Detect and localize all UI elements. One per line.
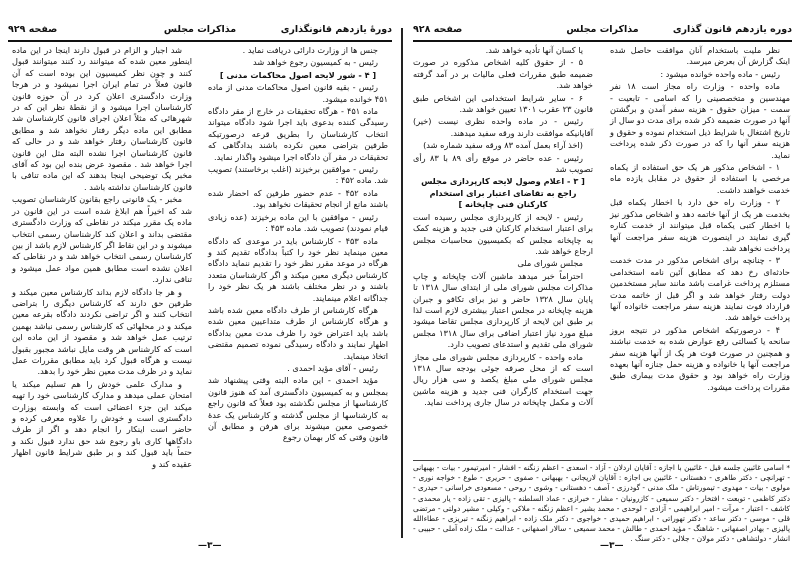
paragraph: مجلس شورای ملی [517,258,583,269]
paragraph: ۵ - از حقوق کلیه اشخاص مذکوره در صورت ضمیمه طبق مقررات فعلی مالیات بر در آمد گرفته خواهد شد. [413,57,593,91]
paragraph: ماده ۴۵۳ - کارشناس باید در موعدی که دادگاه معین مینماید نظر خود را کتباً بدادگاه تقدیم کند و هرگاه در موعد مقرر نظر خود را تقدیم ننماید دادگاه کارشناس دیگری معین میکند و اگر کارشناسان متعدد باشند و در نظر مختلف باشند هر یک نظر خود را جداگانه اعلام مینمایند. [208,235,388,303]
paragraph: شد اجبار و الزام در قبول دارند اینجا در این ماده اینطور معین شده که میتوانند رد کنند میتوانند قبول کنند و چون نظر کمیسیون این بوده است که آن قانون فعلاً در تمام ایران اجرا نمیشود و در هرجا وزارت دادگستری اعلان کرد در آن حوزه قانون کارشناسان اجرا میشود و از نقطهٔ نظر این که در شهرهائی که مثلاً اعلان اجرای قانون کارشناسان شد مطابق این ماده دیگر رفتار نخواهد شد و مطابق قانون کارشناسان رفتار خواهد شد و در حالی که قانون کارشناسان اجرا نشده البته مثل این قانون اجرا خواهد شد . مقصود عرض بنده این بود که آقای مخبر یک توضیحی اینجا بدهند که این ماده تنافی با قانون کارشناسان نداشته باشد . [12,45,192,192]
page-header [8,22,392,38]
paragraph: ماده ۴۵۲ - عدم حضور طرفین که احضار شده باشند مانع از انجام تحقیقات نخواهد بود. [208,187,388,210]
paragraph: رئیس - موافقین با این ماده برخیزند (عده زیادی قیام نمودند) تصویب شد. ماده ۴۵۳ : [208,211,388,234]
paragraph: ماده واحده - کارپردازی مجلس شورای ملی مجاز است که از محل صرفه جوئی بودجه سال ۱۳۱۸ مجلس شورای ملی مبلغ یکصد و سی هزار ریال جهت استخدام کارگران فنی جدید و هزینه ماشین آلات و مکمل چاپخانه در سال جاری پرداخت نماید. [413,351,593,408]
page-number-header: صفحه ۹۲۸ [413,24,463,35]
publication-title: مذاکرات مجلس [566,24,639,35]
page-header [413,22,792,38]
paragraph: رئیس - عده حاضر در موقع رأی ۸۹ با ۸۳ رأی تصویب شد [413,152,593,175]
section-heading: [ ۳ - اعلام وصول لایحه کارپردازی مجلس راجع به تقاضای اعتبار برای استخدام کارکنان فنی چاپخانه ] [421,176,585,210]
paragraph: ماده واحده - وزارت راه مجاز است ۱۸ نفر مهندسین و متخصصینی را که اسامی - تابعیت - سمت - میزان حقوق - هزینه سفر آمدن و برگشتن آنها در صورت ضمیمه ذکر شده برای مدت دو سال از تاریخ اشتغال با شرایط ذیل استخدام نموده و حقوق و هزینه سفر آنها را که در صورت ذکر شده پرداخت نماید. [610,81,790,160]
text-column-right [208,45,388,533]
paragraph: ۶ - سایر شرایط استخدامی این اشخاص طبق قانون ۲۳ عقرب ۱۳۰۱ تعیین خواهد شد. [413,92,593,115]
paragraph: رئیس - لایحه از کارپردازی مجلس رسیده است برای اعتبار استخدام کارکنان فنی جدید و هزینه کمک به چاپخانه مجلس که بکمیسیون محاسبات مجلس ارجاع خواهد شد. [413,211,593,256]
session-label: دورهٔ یازدهم قانونگذاری [280,24,392,35]
paragraph: (اخذ آراء بعمل آمده ۸۳ ورقه سفید شماره شد) [423,140,583,151]
paragraph: ماده ۴۵۱ - هرگاه تحقیقات در خارج از مقر دادگاه رسیدگی کننده بدعوی باید اجرا شود دادگاه میتواند انتخاب کارشناسان را بطریق قرعه درصورتیکه طرفین بتراضی معین نکرده باشند بدادگاهی که تحقیقات در مقر آن دادگاه اجرا میشود واگذار نماید. [208,106,388,162]
section-heading: [ ۴ - شور لایحه اصول محاکمات مدنی ] [219,69,377,80]
paragraph: ۴ - درصورتیکه اشخاص مذکور در نتیجه بروز سانحه یا کسالتی رفع عوارض شده به خدمت نباشند و همچنین در صورت فوت هر یک از آنها هزینه سفر مراجعت آنها یا خانواده و هزینه حمل جنازه آنها بعهده وزارت راه خواهد بود و حقوق مدت بیماری طبق مقررات پرداخت میشود. [610,324,790,392]
header-rule [8,40,392,42]
page-divider [401,28,403,538]
paragraph: جنس ها از وزارت دارائی دریافت نماید . [242,45,378,55]
session-label: دوره یازدهم قانون گذاری [672,24,792,35]
paragraph: هرگاه کارشناس از طرف دادگاه معین شده باشد و هرگاه کارشناس از طرف متداعیین معین شده باشد باید اعتراض خود را ظرف مدت معین بدادگاه اظهار نمایند و دادگاه رسیدگی نموده تصمیم مقتضی اتخاذ مینماید. [208,304,388,361]
paragraph: نظر ملیت باستخدام آنان موافقت حاصل شده اینک گزارش آن بعرض میرسد. [610,45,790,67]
paragraph: ۳ - چنانچه برای اشخاص مذکور در مدت خدمت حادثه‌ای رخ دهد که مطابق آئین نامه استخدامی مستلزم پرداخت غرامت باشد مانند سایر مستخدمین دولت رفتار خواهد شد و اگر قبل از خاتمه مدت قرارداد فوت نمایند هزینه سفر مراجعت خانواده آنها پرداخت خواهد شد. [610,255,790,323]
text-column-left [413,45,593,453]
paragraph: و هر جا دادگاه لازم بداند کارشناس معین میکند و طرفین حق دارند که کارشناس دیگری را بتراضی انتخاب کنند و اگر تراضی نکردند دادگاه بقرعه معین میکند و در محلهائی که کارشناس رسمی نباشد بهمین ترتیب عمل خواهد شد و مقصود از این ماده این است که کارشناس هر وقت مایل نباشد مجبور بقبول نیست و هرگاه قبول کرد باید مطابق مقررات عمل نماید و در ظرف مدت معین نظر خود را بدهد. [12,286,192,377]
paragraph: رئیس - ماده واحده خوانده میشود : [660,68,780,79]
paragraph: رئیس - به کمیسیون رجوع خواهد شد [253,57,378,68]
text-column-left [12,45,192,533]
paragraph: یا کسان آنها تأدیه خواهد شد. [485,45,583,55]
paragraph: رئیس - موافقین برخیزند (اغلب برخاستند) تصویب شد. ماده ۴۵۲ : [208,164,388,186]
paragraph: ۲ - وزارت راه حق دارد با اخطار یکماه قبل بخدمت هر یک از آنها خاتمه دهد و اشخاص مذکور نیز با اخطار کتبی یکماه قبل میتوانند از خدمت کناره گیری نمایند در اینصورت هزینه سفر مراجعت آنها پرداخت نخواهد شد. [610,197,790,253]
paragraph: احتراماً خبر میدهد ماشین آلات چاپخانه و چاپ مذاکرات مجلس شورای ملی از ابتدای سال ۱۳۱۸ تا پایان سال ۱۳۲۸ حاضر و نیز برای تکافو و جبران هزینه چاپخانه در مجلس اعتبار بیشتری لازم است لذا بر طبق این لایحه از کارپردازی مجلس تقاضا میشود مبلغ مورد نیاز اعتبار اضافی برای سال ۱۳۱۸ مجلس شورای ملی تقدیم و استدعای تصویب دارد. [413,270,593,350]
paragraph: مخبر - یک قانونی راجع بقانون کارشناسان تصویب شد که اخیراً هم ابلاغ شده است در این قانون در ماده یک مقرر میکند در نقاطی که وزارت دادگستری مقتضی بداند و اعلان کند کارشناسان رسمی انتخاب میشوند و در این نقاط اگر کارشناس لازم باشد از بین کارشناسان رسمی انتخاب خواهد شد و در نقاطی که اعلان نشده است مطابق همین مواد عمل میشود و تنافی ندارد. [12,194,192,285]
paragraph: رئیس - آقای مؤید احمدی . [287,362,378,373]
header-rule [413,40,792,42]
paragraph: رئیس - بقیه قانون اصول محاکمات مدنی از ماده ۴۵۱ خوانده میشود. [208,82,388,104]
footnote-absentees: * اسامی غائبین جلسه قبل - غائبین با اجازه : آقایان اردلان - آزاد - اسعدی - اعظم زنگنه - افشار - امیرتیمور - بیات - بهبهانی - تهرانچی - دکتر طاهری - دهستانی - غائبین بی اجازه : آقایان لاریجانی - بهبهانی - صفوی - حریری - طوع - خواجه نوری - مولوی - بیات - مهدوی - تیمورتاش - ملک مدنی - گودرزی - آصف - دهستانی - وشوی - روحی - مسعودی خراسانی - حیدری - دکتر کاظمی - توبعت - افتخار - دکتر سمیعی - کازرونیان - مشار - خبرازی - عماد السلطنه - پالیزی - تقی زاده - یار محمدی - کاشف - اعتبار - مرآت - امیر ابراهیمی - آزادی - لوحدی - محمد بشیر - اعظم زنگنه - ملاکی - وکیلی - مشیر دولتی - مرتضی قلی - موسی - دکتر ساعد - دکتر تهوراتی - ابراهیم حمیدی - خواجوی - دکتر ملک زاده - ابراهیم زنگنه - تبریزی - عطاءالله پالیزی - بهادر اصفهانی - شاهنگ - مؤید احمدی - طالش - محمد سمیعی - سالار اصفهانی - عدالت - ملک زاده آملی - حبیبی - انشار - دولتشاهی - دکتر مولان - جلالی - دکتر سنگ . [413,460,790,533]
right-page [405,0,800,574]
paragraph: مؤید احمدی - این ماده البته وقتی پیشنهاد شد بمجلس و به کمیسیون دادگستری آمد که هنوز قانون کارشناسها از مجلس نگذشته بود فعلاً که قانون راجع به کارشناسها از مجلس گذشته و کارشناس یک عدهٔ خصوصی معین میشوند برای هرفن و مطابق آن قانون وقتی که کار بهمان رجوع [208,375,388,443]
paragraph: رئیس - در ماده واحده نظری نیست (خیر) آقایانیکه موافقت دارند ورقه سفید میدهند. [413,116,593,138]
page-number-header: صفحه ۹۲۹ [8,24,58,35]
paragraph: و مدارک علمی خودش را هم تسلیم میکند یا امتحان عملی میدهد و مدارک کارشناسی خود را تهیه میکند این جزء اعضائی است که وابسته بوزارت دادگستری است و خودش را علاوه معرفی کرده و حاضر است اینکار را انجام دهد و اگر از طرف دادگاهها کاری باو رجوع شد حق ندارد قبول نکند و حتماً باید قبول کند و بر طبق شرایط قانون اظهار عقیده کند و [12,378,192,469]
page-footer-number: —۳— [198,541,222,551]
publication-title: مذاکرات مجلس [163,24,237,35]
text-column-right [610,45,790,453]
paragraph: ۱ - اشخاص مذکور هر یک حق استفاده از یکماه مرخصی با استفاده از حقوق در مقابل یازده ماه خدمت خواهند داشت. [610,162,790,195]
page-footer-number: —۳— [600,541,624,551]
